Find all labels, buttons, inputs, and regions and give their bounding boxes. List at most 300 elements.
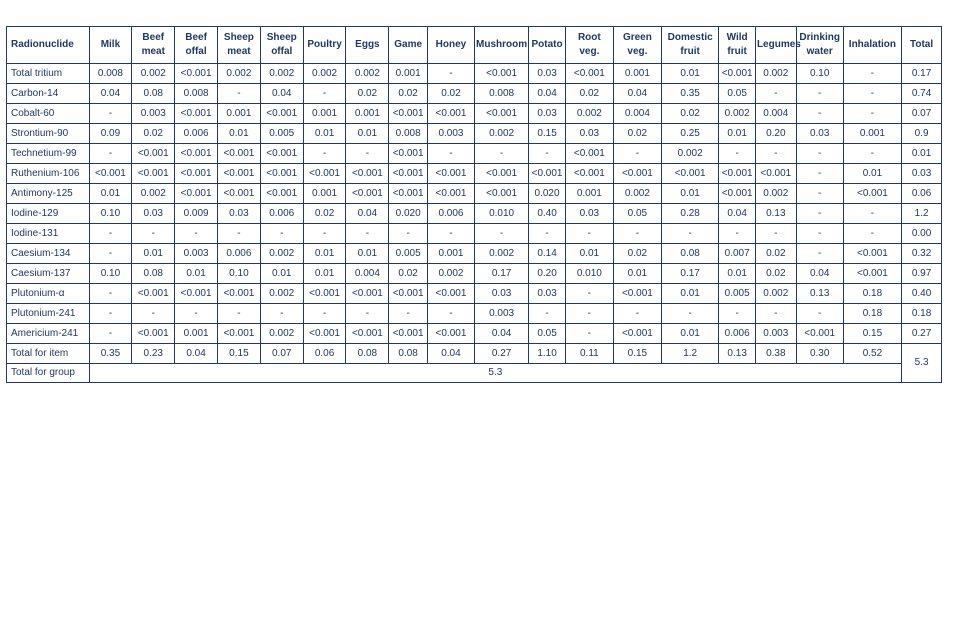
dose-cell: 0.05 — [613, 204, 661, 224]
table-row — [7, 64, 942, 84]
column-header: Drinking water — [796, 27, 843, 64]
table-row — [7, 284, 942, 304]
total-for-group-row — [7, 364, 942, 383]
dose-cell: 0.002 — [474, 244, 528, 264]
dose-cell: - — [843, 224, 902, 244]
dose-cell: 0.006 — [260, 204, 303, 224]
dose-cell: 0.006 — [427, 204, 474, 224]
dose-cell: - — [346, 144, 389, 164]
dose-cell: <0.001 — [613, 164, 661, 184]
dose-cell: <0.001 — [132, 164, 175, 184]
dose-cell: 0.35 — [661, 84, 718, 104]
dose-cell: 0.006 — [218, 244, 261, 264]
dose-cell: - — [719, 304, 756, 324]
dose-cell: 0.02 — [755, 264, 796, 284]
dose-cell: 0.002 — [565, 104, 613, 124]
column-header: Inhalation — [843, 27, 902, 64]
radionuclide-name: Americium-241 — [7, 324, 90, 344]
total-item-cell: 0.38 — [755, 344, 796, 364]
header-row — [7, 27, 942, 64]
radionuclide-name: Antimony-125 — [7, 184, 90, 204]
dose-cell: <0.001 — [175, 164, 218, 184]
dose-cell: 0.03 — [132, 204, 175, 224]
dose-cell: 0.009 — [175, 204, 218, 224]
dose-cell: 0.08 — [132, 264, 175, 284]
total-item-cell: 0.13 — [719, 344, 756, 364]
column-header: Beef offal — [175, 27, 218, 64]
dose-cell: - — [260, 304, 303, 324]
dose-cell: 0.28 — [661, 204, 718, 224]
dose-cell: 0.002 — [260, 244, 303, 264]
dose-cell: 0.00 — [902, 224, 942, 244]
table-row — [7, 124, 942, 144]
dose-cell: - — [755, 144, 796, 164]
dose-cell: 0.002 — [661, 144, 718, 164]
dose-cell: 0.002 — [427, 264, 474, 284]
dose-cell: 0.004 — [755, 104, 796, 124]
total-for-item-label: Total for item — [7, 344, 90, 364]
dose-cell: 0.05 — [719, 84, 756, 104]
dose-cell: 0.003 — [755, 324, 796, 344]
dose-cell: <0.001 — [132, 144, 175, 164]
dose-cell: 0.18 — [843, 284, 902, 304]
dose-cell: - — [427, 224, 474, 244]
dose-cell: - — [89, 304, 132, 324]
dose-cell: 0.15 — [529, 124, 566, 144]
dose-cell: 0.03 — [474, 284, 528, 304]
dose-cell: <0.001 — [218, 144, 261, 164]
radionuclide-name: Total tritium — [7, 64, 90, 84]
dose-cell: - — [303, 84, 346, 104]
dose-cell: 0.001 — [427, 244, 474, 264]
dose-cell: <0.001 — [389, 284, 428, 304]
table-row — [7, 304, 942, 324]
dose-cell: - — [389, 224, 428, 244]
dose-cell: 0.002 — [755, 284, 796, 304]
dose-cell: 0.04 — [474, 324, 528, 344]
dose-cell: 0.03 — [529, 284, 566, 304]
dose-cell: <0.001 — [755, 164, 796, 184]
dose-cell: 0.01 — [175, 264, 218, 284]
dose-cell: - — [218, 84, 261, 104]
dose-cell: 0.002 — [474, 124, 528, 144]
dose-cell: - — [218, 304, 261, 324]
dose-cell: 0.40 — [529, 204, 566, 224]
dose-cell: - — [613, 224, 661, 244]
dose-cell: - — [796, 244, 843, 264]
dose-cell: - — [565, 304, 613, 324]
dose-cell: 0.002 — [755, 184, 796, 204]
dose-cell: 0.001 — [218, 104, 261, 124]
dose-cell: <0.001 — [661, 164, 718, 184]
dose-cell: <0.001 — [132, 324, 175, 344]
dose-cell: 0.005 — [719, 284, 756, 304]
dose-cell: - — [796, 164, 843, 184]
dose-cell: <0.001 — [260, 144, 303, 164]
dose-cell: 0.08 — [661, 244, 718, 264]
dose-cell: 0.006 — [719, 324, 756, 344]
column-header: Domestic fruit — [661, 27, 718, 64]
dose-cell: - — [796, 84, 843, 104]
dose-cell: 0.02 — [346, 84, 389, 104]
dose-cell: <0.001 — [474, 184, 528, 204]
dose-cell: <0.001 — [796, 324, 843, 344]
dose-cell: - — [89, 284, 132, 304]
column-header: Legumes — [755, 27, 796, 64]
dose-cell: - — [529, 224, 566, 244]
dose-cell: - — [613, 144, 661, 164]
dose-cell: 0.01 — [719, 124, 756, 144]
dose-cell: <0.001 — [303, 324, 346, 344]
dose-cell: 0.04 — [260, 84, 303, 104]
dose-cell: <0.001 — [389, 184, 428, 204]
dose-cell: - — [89, 244, 132, 264]
dose-cell: 0.74 — [902, 84, 942, 104]
dose-cell: 0.02 — [755, 244, 796, 264]
dose-cell: 0.002 — [218, 64, 261, 84]
total-item-cell: 0.04 — [427, 344, 474, 364]
dose-cell: 0.008 — [474, 84, 528, 104]
dose-cell: 0.008 — [389, 124, 428, 144]
dose-cell: 0.010 — [474, 204, 528, 224]
dose-cell: <0.001 — [260, 104, 303, 124]
dose-cell: <0.001 — [346, 324, 389, 344]
dose-cell: - — [719, 144, 756, 164]
dose-cell: 0.04 — [89, 84, 132, 104]
dose-cell: 0.01 — [661, 184, 718, 204]
dose-cell: - — [843, 64, 902, 84]
dose-cell: 0.10 — [796, 64, 843, 84]
dose-cell: <0.001 — [843, 244, 902, 264]
dose-cell: - — [796, 104, 843, 124]
table-row — [7, 244, 942, 264]
total-item-cell: 0.23 — [132, 344, 175, 364]
dose-cell: 0.001 — [565, 184, 613, 204]
dose-cell: 0.01 — [260, 264, 303, 284]
dose-cell: - — [89, 324, 132, 344]
dose-cell: <0.001 — [389, 104, 428, 124]
dose-cell: 0.14 — [529, 244, 566, 264]
dose-cell: 0.03 — [529, 104, 566, 124]
total-for-group-label: Total for group — [7, 364, 90, 383]
dose-cell: <0.001 — [303, 284, 346, 304]
radionuclide-name: Strontium-90 — [7, 124, 90, 144]
dose-cell: 0.002 — [755, 64, 796, 84]
dose-cell: 0.18 — [902, 304, 942, 324]
dose-cell: 0.004 — [346, 264, 389, 284]
dose-cell: 0.01 — [218, 124, 261, 144]
total-item-cell: 0.06 — [303, 344, 346, 364]
dose-cell: 0.03 — [565, 124, 613, 144]
dose-cell: 0.18 — [843, 304, 902, 324]
dose-cell: 0.03 — [796, 124, 843, 144]
dose-cell: - — [427, 304, 474, 324]
dose-cell: <0.001 — [719, 184, 756, 204]
total-item-cell: 0.15 — [613, 344, 661, 364]
dose-cell: 0.010 — [565, 264, 613, 284]
dose-cell: <0.001 — [260, 164, 303, 184]
dose-cell: <0.001 — [346, 184, 389, 204]
dose-cell: - — [843, 204, 902, 224]
dose-cell: 0.002 — [719, 104, 756, 124]
total-item-cell: 1.10 — [529, 344, 566, 364]
radionuclide-dose-table — [6, 26, 942, 383]
total-item-cell: 0.07 — [260, 344, 303, 364]
dose-cell: 0.03 — [902, 164, 942, 184]
dose-cell: 0.09 — [89, 124, 132, 144]
dose-cell: - — [661, 304, 718, 324]
dose-cell: <0.001 — [389, 164, 428, 184]
dose-cell: 0.005 — [389, 244, 428, 264]
dose-cell: - — [719, 224, 756, 244]
dose-cell: 0.005 — [260, 124, 303, 144]
dose-cell: 0.9 — [902, 124, 942, 144]
dose-cell: - — [427, 144, 474, 164]
dose-cell: 0.13 — [796, 284, 843, 304]
dose-cell: 0.01 — [613, 264, 661, 284]
dose-cell: 0.02 — [661, 104, 718, 124]
dose-cell: 0.06 — [902, 184, 942, 204]
dose-cell: 0.002 — [613, 184, 661, 204]
dose-cell: 0.01 — [346, 244, 389, 264]
dose-cell: - — [389, 304, 428, 324]
dose-cell: - — [175, 304, 218, 324]
column-header: Eggs — [346, 27, 389, 64]
column-header: Mushroom — [474, 27, 528, 64]
dose-cell: 0.01 — [902, 144, 942, 164]
table-row — [7, 204, 942, 224]
total-for-group-value: 5.3 — [89, 364, 902, 383]
dose-cell: <0.001 — [89, 164, 132, 184]
dose-cell: - — [843, 144, 902, 164]
dose-cell: - — [755, 304, 796, 324]
dose-cell: <0.001 — [474, 164, 528, 184]
column-header: Beef meat — [132, 27, 175, 64]
dose-cell: - — [613, 304, 661, 324]
dose-cell: 0.020 — [529, 184, 566, 204]
radionuclide-name: Iodine-129 — [7, 204, 90, 224]
grand-total-cell: 5.3 — [902, 344, 942, 383]
total-item-cell: 0.27 — [474, 344, 528, 364]
column-header: Radionuclide — [7, 27, 90, 64]
column-header: Poultry — [303, 27, 346, 64]
dose-cell: 0.20 — [529, 264, 566, 284]
dose-cell: 0.08 — [132, 84, 175, 104]
dose-cell: 0.01 — [843, 164, 902, 184]
dose-cell: 1.2 — [902, 204, 942, 224]
dose-cell: 0.001 — [843, 124, 902, 144]
dose-cell: 0.01 — [565, 244, 613, 264]
dose-cell: <0.001 — [303, 164, 346, 184]
dose-cell: <0.001 — [346, 284, 389, 304]
radionuclide-dose-table-container — [6, 26, 942, 383]
dose-cell: 0.17 — [902, 64, 942, 84]
dose-cell: 0.03 — [529, 64, 566, 84]
dose-cell: 0.02 — [389, 84, 428, 104]
radionuclide-name: Cobalt-60 — [7, 104, 90, 124]
dose-cell: 0.97 — [902, 264, 942, 284]
dose-cell: 0.01 — [89, 184, 132, 204]
table-body — [7, 64, 942, 383]
dose-cell: 0.004 — [613, 104, 661, 124]
dose-cell: <0.001 — [389, 324, 428, 344]
dose-cell: - — [175, 224, 218, 244]
dose-cell: <0.001 — [613, 284, 661, 304]
total-item-cell: 0.15 — [218, 344, 261, 364]
dose-cell: <0.001 — [175, 284, 218, 304]
dose-cell: - — [346, 224, 389, 244]
column-header: Root veg. — [565, 27, 613, 64]
dose-cell: 0.001 — [303, 104, 346, 124]
dose-cell: - — [89, 104, 132, 124]
column-header: Green veg. — [613, 27, 661, 64]
dose-cell: - — [843, 104, 902, 124]
dose-cell: - — [529, 144, 566, 164]
dose-cell: <0.001 — [529, 164, 566, 184]
dose-cell: 0.020 — [389, 204, 428, 224]
table-header — [7, 27, 942, 64]
column-header: Honey — [427, 27, 474, 64]
dose-cell: <0.001 — [260, 184, 303, 204]
dose-cell: 0.001 — [389, 64, 428, 84]
dose-cell: 0.04 — [346, 204, 389, 224]
dose-cell: <0.001 — [427, 164, 474, 184]
dose-cell: 0.10 — [89, 204, 132, 224]
radionuclide-name: Carbon-14 — [7, 84, 90, 104]
radionuclide-name: Technetium-99 — [7, 144, 90, 164]
dose-cell: - — [796, 304, 843, 324]
dose-cell: 0.003 — [427, 124, 474, 144]
dose-cell: 0.04 — [613, 84, 661, 104]
dose-cell: 0.002 — [132, 184, 175, 204]
dose-cell: 0.001 — [346, 104, 389, 124]
dose-cell: <0.001 — [843, 264, 902, 284]
dose-cell: <0.001 — [346, 164, 389, 184]
radionuclide-name: Caesium-137 — [7, 264, 90, 284]
dose-cell: - — [661, 224, 718, 244]
dose-cell: 0.04 — [796, 264, 843, 284]
dose-cell: - — [303, 224, 346, 244]
dose-cell: <0.001 — [719, 64, 756, 84]
radionuclide-name: Caesium-134 — [7, 244, 90, 264]
dose-cell: 0.02 — [565, 84, 613, 104]
total-for-item-row — [7, 344, 942, 364]
dose-cell: - — [303, 144, 346, 164]
dose-cell: 0.002 — [346, 64, 389, 84]
dose-cell: <0.001 — [565, 64, 613, 84]
dose-cell: - — [474, 224, 528, 244]
dose-cell: 0.001 — [613, 64, 661, 84]
dose-cell: 0.03 — [218, 204, 261, 224]
dose-cell: 0.001 — [303, 184, 346, 204]
dose-cell: - — [260, 224, 303, 244]
dose-cell: 0.02 — [613, 124, 661, 144]
column-header: Milk — [89, 27, 132, 64]
table-row — [7, 324, 942, 344]
dose-cell: 0.008 — [89, 64, 132, 84]
dose-cell: - — [843, 84, 902, 104]
table-row — [7, 184, 942, 204]
dose-cell: <0.001 — [719, 164, 756, 184]
radionuclide-name: Plutonium-241 — [7, 304, 90, 324]
dose-cell: - — [755, 84, 796, 104]
total-item-cell: 0.11 — [565, 344, 613, 364]
table-row — [7, 164, 942, 184]
total-item-cell: 0.30 — [796, 344, 843, 364]
dose-cell: 0.01 — [661, 284, 718, 304]
table-row — [7, 84, 942, 104]
total-item-cell: 0.08 — [389, 344, 428, 364]
dose-cell: <0.001 — [389, 144, 428, 164]
dose-cell: - — [427, 64, 474, 84]
dose-cell: 0.003 — [474, 304, 528, 324]
total-item-cell: 0.52 — [843, 344, 902, 364]
dose-cell: - — [474, 144, 528, 164]
column-header: Potato — [529, 27, 566, 64]
dose-cell: <0.001 — [218, 184, 261, 204]
dose-cell: 0.008 — [175, 84, 218, 104]
dose-cell: - — [796, 224, 843, 244]
dose-cell: <0.001 — [218, 324, 261, 344]
total-item-cell: 0.35 — [89, 344, 132, 364]
dose-cell: - — [796, 204, 843, 224]
dose-cell: - — [89, 224, 132, 244]
table-row — [7, 144, 942, 164]
dose-cell: - — [755, 224, 796, 244]
dose-cell: - — [529, 304, 566, 324]
dose-cell: 0.002 — [303, 64, 346, 84]
dose-cell: <0.001 — [427, 324, 474, 344]
dose-cell: <0.001 — [175, 104, 218, 124]
dose-cell: <0.001 — [175, 64, 218, 84]
dose-cell: 0.01 — [132, 244, 175, 264]
dose-cell: 0.001 — [175, 324, 218, 344]
dose-cell: - — [132, 304, 175, 324]
dose-cell: 0.27 — [902, 324, 942, 344]
dose-cell: <0.001 — [218, 164, 261, 184]
dose-cell: 0.10 — [218, 264, 261, 284]
total-item-cell: 0.08 — [346, 344, 389, 364]
dose-cell: <0.001 — [427, 284, 474, 304]
dose-cell: - — [565, 224, 613, 244]
dose-cell: 0.01 — [719, 264, 756, 284]
dose-cell: - — [89, 144, 132, 164]
dose-cell: 0.02 — [132, 124, 175, 144]
dose-cell: <0.001 — [175, 144, 218, 164]
radionuclide-name: Plutonium-α — [7, 284, 90, 304]
table-row — [7, 264, 942, 284]
dose-cell: <0.001 — [132, 284, 175, 304]
total-item-cell: 0.04 — [175, 344, 218, 364]
dose-cell: - — [218, 224, 261, 244]
dose-cell: 0.20 — [755, 124, 796, 144]
dose-cell: - — [132, 224, 175, 244]
dose-cell: 0.15 — [843, 324, 902, 344]
table-row — [7, 224, 942, 244]
dose-cell: 0.002 — [260, 324, 303, 344]
dose-cell: 0.07 — [902, 104, 942, 124]
dose-cell: <0.001 — [843, 184, 902, 204]
dose-cell: 0.002 — [132, 64, 175, 84]
dose-cell: 0.17 — [474, 264, 528, 284]
dose-cell: - — [303, 304, 346, 324]
dose-cell: <0.001 — [175, 184, 218, 204]
dose-cell: 0.13 — [755, 204, 796, 224]
dose-cell: - — [346, 304, 389, 324]
dose-cell: 0.02 — [389, 264, 428, 284]
dose-cell: <0.001 — [474, 104, 528, 124]
dose-cell: 0.04 — [529, 84, 566, 104]
